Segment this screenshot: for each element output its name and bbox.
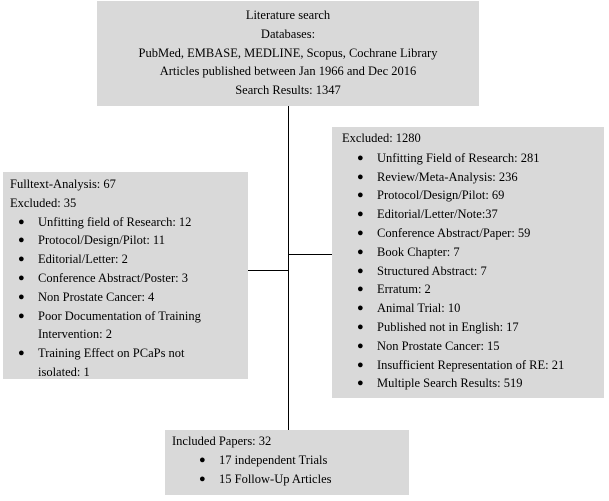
- bullet-icon: ●: [357, 208, 364, 221]
- list-item: ● Published not in English: 17: [342, 318, 604, 337]
- bullet-icon: ●: [357, 189, 364, 202]
- bullet-icon: ●: [18, 253, 25, 266]
- list-item: ● Protocol/Design/Pilot: 69: [342, 186, 604, 205]
- included-papers-box: [165, 430, 409, 495]
- fulltext-analysis-box: [3, 172, 248, 379]
- list-item: ● Conference Abstract/Poster: 3: [10, 269, 248, 288]
- list-item: ● Review/Meta-Analysis: 236: [342, 168, 604, 187]
- list-item: ● Animal Trial: 10: [342, 299, 604, 318]
- search-databases-label: Databases:: [260, 26, 316, 41]
- search-results-count: Search Results: 1347: [235, 83, 341, 98]
- list-item: ● 15 Follow-Up Articles: [172, 470, 409, 489]
- included-list: [172, 451, 409, 489]
- bullet-icon: ●: [199, 453, 206, 466]
- connector-horizontal-excluded: [288, 254, 332, 255]
- bullet-icon: ●: [18, 234, 25, 247]
- bullet-icon: ●: [357, 151, 364, 164]
- excluded-search-heading: Excluded: 1280: [342, 131, 421, 145]
- bullet-icon: ●: [357, 264, 364, 277]
- bullet-icon: ●: [357, 358, 364, 371]
- list-item: ● Book Chapter: 7: [342, 243, 604, 262]
- list-item: ● 17 independent Trials: [172, 451, 409, 470]
- list-item: ● Protocol/Design/Pilot: 11: [10, 231, 248, 250]
- included-heading: Included Papers: 32: [172, 434, 272, 448]
- bullet-icon: ●: [357, 226, 364, 239]
- list-item: ● Non Prostate Cancer: 4: [10, 288, 248, 307]
- bullet-icon: ●: [357, 245, 364, 258]
- fulltext-heading: Fulltext-Analysis: 67: [10, 177, 116, 191]
- bullet-icon: ●: [357, 339, 364, 352]
- bullet-icon: ●: [18, 290, 25, 303]
- literature-search-box: [97, 1, 479, 106]
- bullet-icon: ●: [18, 271, 25, 284]
- list-item: ● Multiple Search Results: 519: [342, 374, 604, 393]
- list-item: ● Conference Abstract/Paper: 59: [342, 224, 604, 243]
- list-item: ● Unfitting field of Research: 12: [10, 213, 248, 232]
- fulltext-excluded-list: [10, 213, 248, 382]
- bullet-icon: ●: [357, 320, 364, 333]
- list-item: ● Poor Documentation of Training Intervention: 2: [18, 308, 201, 342]
- bullet-icon: ●: [18, 347, 25, 360]
- search-title: Literature search: [245, 8, 331, 22]
- search-databases-list: PubMed, EMBASE, MEDLINE, Scopus, Cochrane Library: [138, 45, 438, 60]
- bullet-icon: ●: [18, 215, 25, 228]
- connector-vertical-main: [288, 106, 289, 430]
- list-item: ● Erratum: 2: [342, 280, 604, 299]
- bullet-icon: ●: [357, 302, 364, 315]
- excluded-search-box: [332, 127, 604, 398]
- search-date-range: Articles published between Jan 1966 and Dec 2016: [159, 64, 417, 79]
- excluded-search-list: [342, 149, 604, 393]
- fulltext-excluded-heading: Excluded: 35: [10, 195, 77, 210]
- bullet-icon: ●: [357, 283, 364, 296]
- bullet-icon: ●: [18, 309, 25, 322]
- list-item: ● Editorial/Letter/Note:37: [342, 205, 604, 224]
- list-item: ● Training Effect on PCaPs not isolated: 1: [18, 346, 185, 379]
- bullet-icon: ●: [357, 170, 364, 183]
- list-item: ● Insufficient Representation of RE: 21: [342, 356, 604, 375]
- bullet-icon: ●: [357, 377, 364, 390]
- list-item: ● Non Prostate Cancer: 15: [342, 337, 604, 356]
- connector-horizontal-fulltext: [248, 270, 288, 271]
- list-item: ● Structured Abstract: 7: [342, 262, 604, 281]
- list-item: ● Unfitting Field of Research: 281: [342, 149, 604, 168]
- list-item: ● Editorial/Letter: 2: [10, 250, 248, 269]
- bullet-icon: ●: [199, 472, 206, 485]
